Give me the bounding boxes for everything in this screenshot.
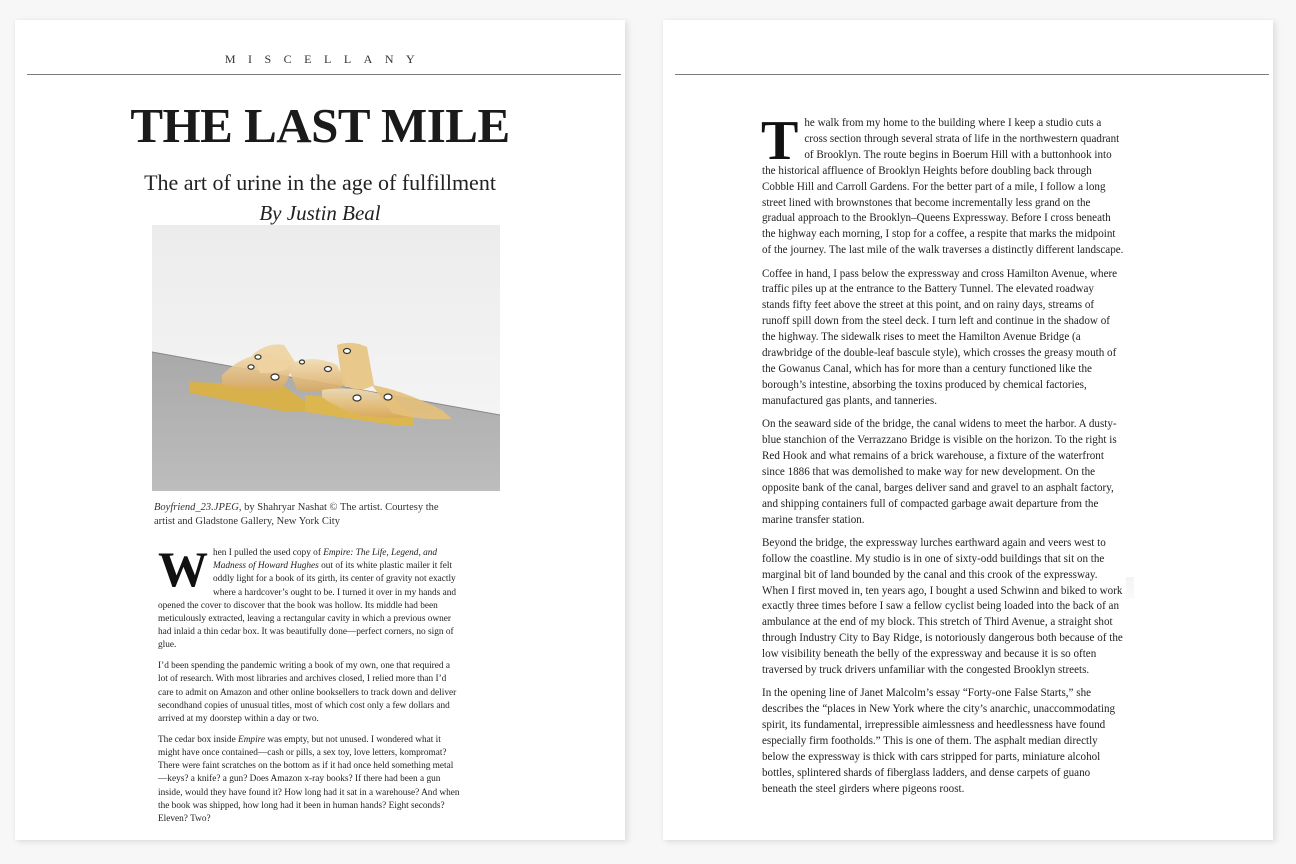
article-subtitle: The art of urine in the age of fulfillment: [144, 170, 496, 195]
drop-cap: T: [761, 110, 799, 172]
article-byline: By Justin Beal: [259, 201, 381, 225]
article-title: THE LAST MILE: [130, 98, 510, 153]
header-rule: [675, 74, 1269, 75]
left-page: [15, 20, 625, 840]
paragraph-text: was empty, but not unused. I wondered what it might have once contained—cash or pills, a sex toy, love letters, kompromat? There were faint scratches on the bottom as if it had once held something metal —keys? a knife? a gun? Does Amazon x-ray books? If there had been a gun inside, would they have found it? How long had it sat in a warehouse? And when the book was shipped, how long had it been in human hands? Eight seconds? Eleven? Two?: [158, 734, 460, 825]
paragraph-text: he walk from my home to the building where I keep a studio cuts a cross section through several strata of life in the northwestern quadrant of Brooklyn. The route begins in Boerum Hill with a buttonhook into the historical affluence of Brooklyn Heights before doubling back through Cobble Hill and Carroll Gardens. For the better part of a mile, I follow a long street lined with brownstones that become incrementally less grand on the gradual approach to the Brooklyn–Queens Expressway. Before I cross beneath the highway each morning, I stop for a coffee, a respite that marks the midpoint of the journey. The last mile of the walk traverses a distinctly different landscape.: [762, 117, 1124, 257]
body-paragraph: In the opening line of Janet Malcolm’s essay “Forty-one False Starts,” she describes the “places in New York where the city’s anarchic, unaccommodating spirit, its fundamental, irrepressible aimlessness and heedlessness have found especially firm footholds.” This is one of them. The asphalt median directly below the expressway is thick with cars stripped for parts, miniature alcohol bottles, splintered shards of fiberglass ladders, and dense carpets of guano beneath the steel girders where pigeons roost.: [762, 687, 1116, 795]
body-paragraph: Beyond the bridge, the expressway lurches earthward again and veers west to follow the coastline. My studio is in one of sixty-odd buildings that sit on the marginal bit of land bounded by the canal and this crook of the expressway. When I first moved in, ten years ago, I bought a used Schwinn and biked to work exactly three times before I saw a fellow cyclist being loaded into the back of an ambulance at the end of my block. This stretch of Third Avenue, a straight shot through Industry City to Bay Ridge, is notoriously dangerous both because of the low visibility beneath the belly of the expressway and because it is so often traversed by truck drivers unfamiliar with the congested Brooklyn streets.: [762, 536, 1123, 677]
section-label: MISCELLANY: [224, 52, 428, 66]
body-paragraph: On the seaward side of the bridge, the canal widens to meet the harbor. A dusty-blue stanchion of the Verrazzano Bridge is visible on the horizon. To the right is Red Hook and what remains of a brick warehouse, a fixture of the waterfront since 1886 that was demolished to make way for new development. On the opposite bank of the canal, barges deliver sand and gravel to an asphalt factory, and shipping containers full of compacted garbage await departure from the marine transfer station.: [762, 418, 1117, 526]
article-body-right: [761, 110, 1124, 805]
header-rule: [27, 74, 621, 75]
paragraph-text: The cedar box inside: [158, 734, 239, 745]
caption-work-title: Boyfriend_23.JPEG: [154, 502, 239, 513]
book-title: Empire: The Life, Legend, and Madness of Howard Hughes: [213, 548, 438, 572]
body-paragraph: Coffee in hand, I pass below the expressway and cross Hamilton Avenue, where traffic piles up at the entrance to the Battery Tunnel. The elevated roadway stands fifty feet above the street at this point, and on rainy days, streams of runoff spill down from the steel deck. I turn left and continue in the shadow of the highway. The sidewalk rises to meet the Hamilton Avenue Bridge (a drawbridge of the double-leaf bascule style), which crosses the greasy mouth of the Gowanus Canal, which has for more than a century functioned like the borough’s intestine, absorbing the toxins produced by chemical factories, manufactured gas plants, and tanneries.: [762, 267, 1118, 407]
book-title: Empire: [238, 734, 266, 745]
paragraph-text: hen I pulled the used copy of: [213, 548, 324, 558]
drop-cap: W: [158, 541, 208, 597]
body-paragraph: [158, 541, 460, 653]
paragraph-text: out of its white plastic mailer it felt oddly light for a book of its girth, its center of gravity not exactly where a hardcover’s ought to be. I turned it over in my hands and opened the cover to discover that the book was hollow. Its middle had been meticulously extracted, leaving a rectangular cavity in which a previous owner had inlaid a thin cedar box. It was beautifully done—perfect corners, no sign of glue.: [158, 561, 457, 651]
artwork-image: [152, 225, 500, 491]
body-paragraph: [761, 110, 1124, 259]
scan-artifact: [1126, 577, 1134, 599]
right-page: [663, 20, 1273, 840]
artwork-photo: [152, 225, 500, 491]
body-paragraph: [158, 734, 460, 826]
caption-credit: , by Shahryar Nashat © The artist. Courtesy the artist and Gladstone Gallery, New York City: [154, 502, 439, 527]
body-paragraph: I’d been spending the pandemic writing a book of my own, one that required a lot of research. With most libraries and archives closed, I relied more than I’d care to admit on Amazon and other online booksellers to track down and deliver secondhand copies of unusual titles, most of which cost only a few dollars and arrived at my doorstep within a day or two.: [158, 661, 457, 725]
article-body-left: [158, 541, 460, 834]
photo-caption: [154, 501, 454, 529]
